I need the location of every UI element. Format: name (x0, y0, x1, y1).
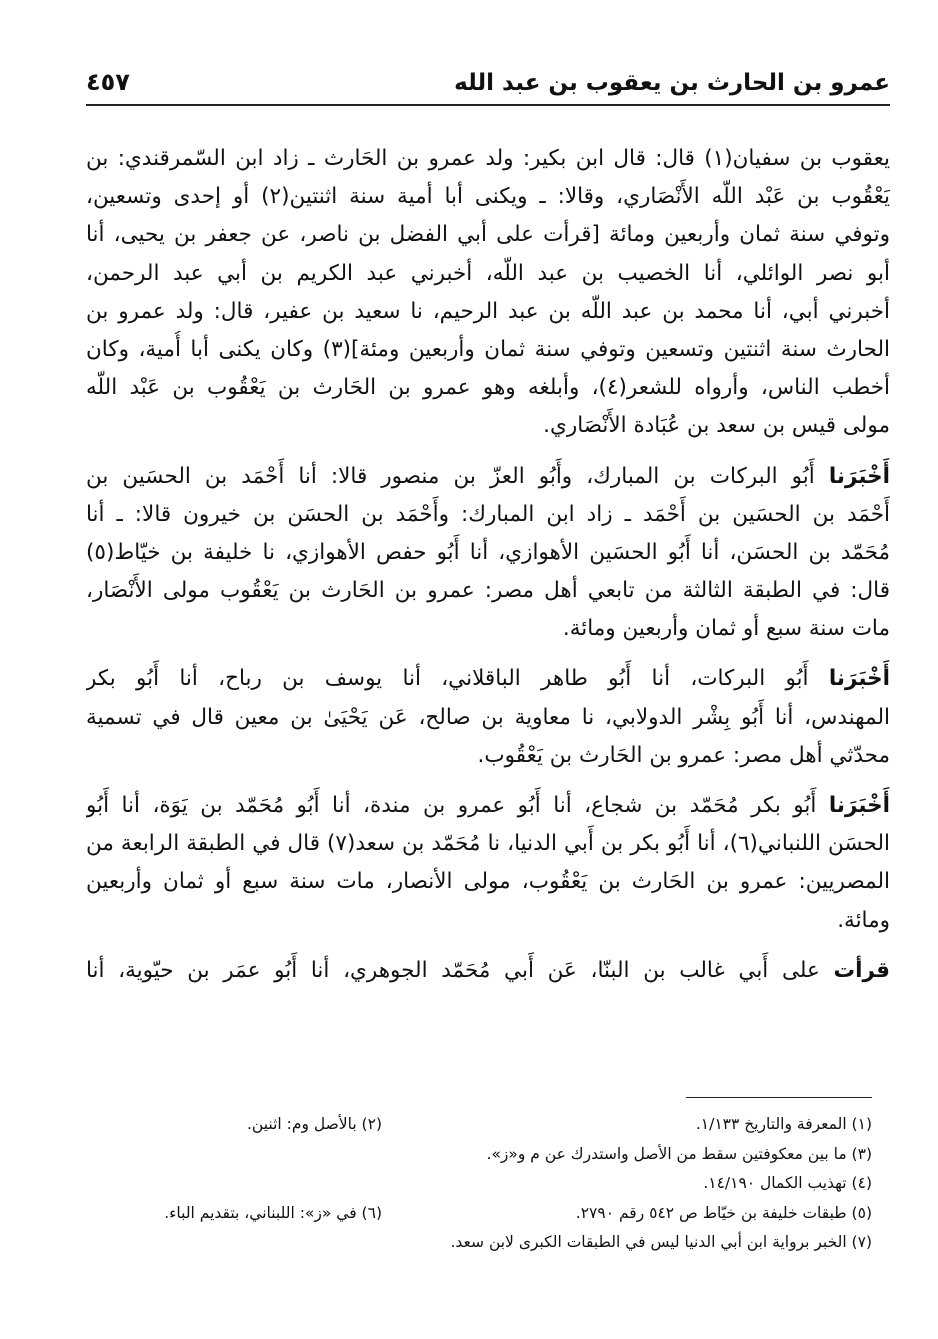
text-line: محدّثي أهل مصر: عمرو بن الحَارث بن يَعْقُوب. (477, 742, 890, 768)
text-line-content: أَبُو البركات بن المبارك، وأَبُو العزّ بن منصور قالا: أنا أَحْمَد بن الحسَين بن (86, 463, 815, 489)
paragraph-lead-word: أَخْبَرَنا (828, 666, 890, 692)
paragraph-4 (86, 787, 890, 940)
text-line-content: أَبُو البركات، أنا أَبُو طاهر الباقلاني، أنا يوسف بن رباح، أنا أَبُو بكر (86, 666, 809, 692)
footnotes (120, 1110, 872, 1258)
paragraph-5 (86, 952, 890, 990)
text-line: أَحْمَد بن الحسَين بن أَحْمَد ـ زاد ابن المبارك: وأَحْمَد بن الحسَن بن خيرون قالا: ـ أنا (86, 501, 890, 527)
footnote-row (120, 1228, 872, 1258)
footnote-4: (٤) تهذيب الكمال ١٤/١٩٠. (703, 1174, 872, 1192)
footnote-rule (686, 1097, 872, 1098)
text-line: مات سنة سبع أو ثمان وأربعين ومائة. (562, 616, 890, 642)
main-text (86, 140, 890, 990)
paragraph-2 (86, 458, 890, 649)
text-line: مولى قيس بن سعد بن عُبَادة الأَنْصَاري. (543, 413, 890, 439)
text-line: المهندس، أنا أَبُو بِشْر الدولابي، نا معاوية بن صالح، عَن يَحْيَىٰ بن معين قال في تسمية (86, 704, 890, 730)
footnote-row (120, 1199, 872, 1229)
paragraph-3 (86, 660, 890, 775)
text-line: الحسَن اللنباني(٦)، أنا أَبُو بكر بن أَبي الدنيا، نا مُحَمّد بن سعد(٧) قال في الطبقة الرابعة من (86, 831, 890, 857)
footnote-6: (٦) في «ز»: اللبناني، بتقديم الباء. (164, 1203, 382, 1222)
page-header (86, 62, 890, 106)
text-line: أخبرني أبي، أنا محمد بن عبد اللّه بن عبد الرحيم، نا سعيد بن عفير، قال: ولد عمرو بن (86, 298, 890, 324)
header-rule (86, 104, 890, 106)
text-line: وتوفي سنة ثمان وأربعين ومائة [قرأت على أبي الفضل بن ناصر، عن جعفر بن يحيى، أنا (86, 222, 890, 248)
text-line (86, 458, 890, 496)
text-line: المصريين: عمرو بن الحَارث بن يَعْقُوب، مولى الأنصار، مات سنة سبع أو ثمان وأربعين (86, 869, 890, 895)
text-line: أبو نصر الوائلي، أنا الخصيب بن عبد اللّه، أخبرني عبد الكريم بن أبي عبد الرحمن، (86, 260, 890, 286)
paragraph-1 (86, 140, 890, 446)
footnote-row (120, 1140, 872, 1170)
text-line: الحارث سنة اثنتين وتسعين وتوفي سنة ثمان وأربعين ومئة](٣) وكان يكنى أبا أُمية، وكان (86, 336, 890, 362)
page-number: ٤٥٧ (86, 68, 130, 96)
text-line: ومائة. (837, 907, 890, 933)
paragraph-lead-word: أَخْبَرَنا (828, 463, 890, 489)
text-line (86, 952, 890, 990)
footnote-row (120, 1110, 872, 1140)
footnote-5: (٥) طبقات خليفة بن خيّاط ص ٥٤٢ رقم ٢٧٩٠. (575, 1203, 872, 1222)
text-line (86, 660, 890, 698)
text-line: قال: في الطبقة الثالثة من تابعي أهل مصر: عمرو بن الحَارث بن يَعْقُوب مولى الأَنْصَار، (86, 578, 890, 604)
footnote-2: (٢) بالأصل وم: اثنين. (247, 1115, 382, 1133)
text-line (86, 787, 890, 825)
text-line: يَعْقُوب بن عَبْد اللّه الأَنْصَاري، وقالا: ـ ويكنى أبا أمية سنة اثنتين(٢) أو إحدى وتسعين، (86, 184, 890, 210)
text-line: أخطب الناس، وأرواه للشعر(٤)، وأبلغه وهو عمرو بن الحَارث بن يَعْقُوب بن عَبْد اللّه (86, 375, 890, 401)
text-line: يعقوب بن سفيان(١) قال: قال ابن بكير: ولد عمرو بن الحَارث ـ زاد ابن السّمرقندي: بن (86, 146, 890, 171)
text-line: مُحَمّد بن الحسَن، أنا أَبُو الحسَين الأهوازي، أنا أَبُو حفص الأهوازي، نا خليفة بن خيّاط(٥) (86, 539, 890, 565)
footnote-1: (١) المعرفة والتاريخ ١/١٣٣. (695, 1115, 872, 1133)
footnote-row (120, 1169, 872, 1199)
paragraph-lead-word: أَخْبَرَنا (828, 793, 890, 818)
text-line-content: أَبُو بكر مُحَمّد بن شجاع، أنا أَبُو عمرو بن مندة، أنا أَبُو مُحَمّد بن يَوَة، أنا أَبُو (86, 793, 817, 818)
paragraph-lead-word: قرأت (833, 957, 890, 983)
text-line-content: على أَبي غالب بن البنّا، عَن أَبي مُحَمّد الجوهري، أنا أَبُو عمَر بن حيّوية، أنا (86, 957, 820, 983)
running-title: عمرو بن الحارث بن يعقوب بن عبد الله (454, 70, 890, 96)
footnote-3: (٣) ما بين معكوفتين سقط من الأصل واستدرك عن م و«ز». (486, 1144, 872, 1163)
footnote-7: (٧) الخبر برواية ابن أبي الدنيا ليس في الطبقات الكبرى لابن سعد. (450, 1233, 872, 1251)
